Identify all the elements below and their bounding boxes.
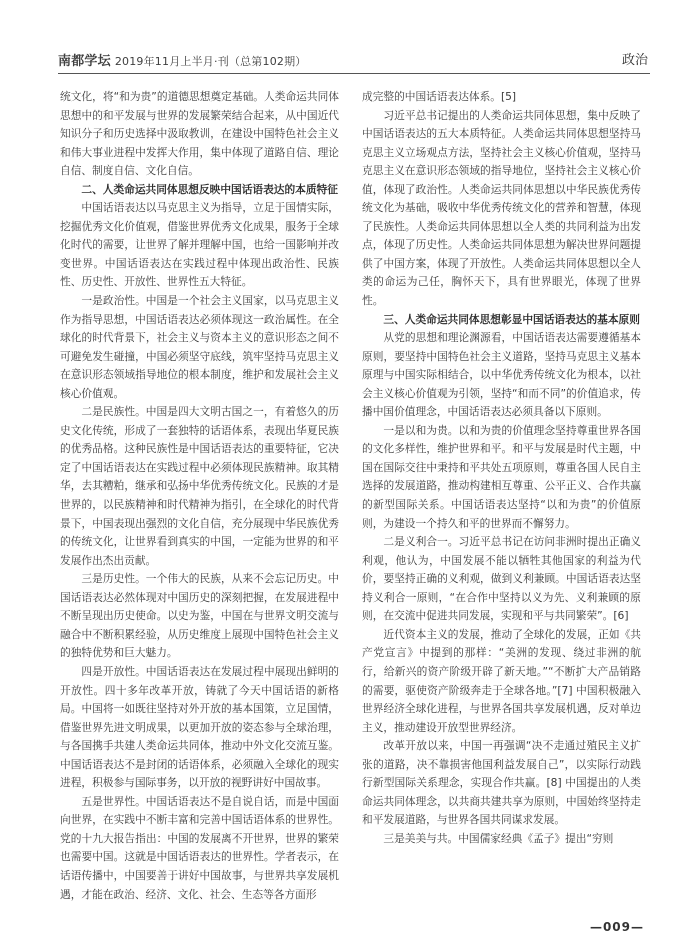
left-column	[60, 88, 339, 904]
right-column	[362, 88, 641, 848]
paragraph: 成完整的中国话语表达体系。[5]	[362, 90, 517, 103]
paragraph: 中国话语表达以马克思主义为指导，立足于国情实际，挖掘优秀文化价值观，借鉴世界优秀文化成果，服务于全球化时代的需要，让世界了解并理解中国，也给一国影响并改变世界。中国话语表达在实践过程中体现出政治性、民族性、历史性、开放性、世界性五大特征。	[60, 201, 339, 289]
paragraph: 四是开放性。中国话语表达在发展过程中展现出鲜明的开放性。四十多年改革开放，铸就了今天中国话语的新格局。中国将一如既往坚持对外开放的基本国策，立足国情，借鉴世界先进文明成果，以更加开放的姿态参与全球治理，与各国携手共建人类命运共同体，推动中外文化交流互鉴。中国话语表达不是封闭的话语体系，必须融入全球化的现实进程，积极参与国际事务，以开放的视野讲好中国故事。	[60, 664, 339, 790]
section-heading: 二、人类命运共同体思想反映中国话语表达的本质特征	[81, 182, 338, 196]
paragraph: 改革开放以来，中国一再强调“决不走通过殖民主义扩张的道路，决不靠损害他国利益发展自己”，以实际行动践行新型国际关系理念，实现合作共赢。[8] 中国提出的人类命运共同体理念，以共商共建共享为原则，中国始终坚持走和平发展道路，与世界各国共同谋求发展。	[362, 739, 641, 827]
journal-name: 南都学坛	[58, 54, 111, 69]
section-label: 政治	[621, 53, 648, 68]
paragraph: 三是历史性。一个伟大的民族，从来不会忘记历史。中国话语表达必然体现对中国历史的深刻把握，在发展进程中不断呈现出历史使命。以史为鉴，中国在与世界文明交流与融合中不断积累经验，从历史维度上展现中国特色社会主义的独特优势和巨大魅力。	[60, 572, 339, 660]
page-number: —009—	[589, 920, 644, 934]
paragraph: 近代资本主义的发展，推动了全球化的发展，正如《共产党宣言》中提到的那样：“美洲的发现、绕过非洲的航行，给新兴的资产阶级开辟了新天地。”“不断扩大产品销路的需要，驱使资产阶级奔走于全球各地。”[7] 中国积极融入世界经济全球化进程，与世界各国共享发展机遇，反对单边主义，推动建设开放型世界经济。	[362, 627, 641, 734]
paragraph: 从党的思想和理论渊源看，中国话语表达需要遵循基本原则，要坚持中国特色社会主义道路，坚持马克思主义基本原理与中国实际相结合，以中华优秀传统文化为根本，以社会主义核心价值观为引领，坚持“和而不同”的价值追求，传播中国价值理念，中国话语表达必须具备以下原则。	[362, 331, 641, 419]
paragraph: 统文化，将“和为贵”的道德思想奠定基础。人类命运共同体思想中的和平发展与世界的发展繁荣结合起来，从中国近代知识分子和历史选择中汲取教训，在建设中国特色社会主义和伟大事业进程中发挥大作用，集中体现了道路自信、理论自信、制度自信、文化自信。	[60, 90, 339, 178]
paragraph: 二是义利合一。习近平总书记在访问非洲时提出正确义利观，他认为，中国发展不能以牺牲其他国家的利益为代价，要坚持正确的义利观，做到义利兼顾。中国话语表达坚持义利合一原则，“在合作中坚持以义为先、义利兼顾的原则，在交流中促进共同发展，实现和平与共同繁荣”。[6]	[362, 535, 641, 623]
paragraph: 二是民族性。中国是四大文明古国之一，有着悠久的历史文化传统，形成了一套独特的话语体系，表现出华夏民族的优秀品格。这种民族性是中国话语表达的重要特征，它决定了中国话语表达在实践过程中必须体现民族精神。取其精华，去其糟粕，继承和弘扬中华优秀传统文化。民族的才是世界的，以民族精神和时代精神为指引，在全球化的时代背景下，中国表现出强烈的文化自信，充分展现中华民族优秀的传统文化，让世界看到真实的中国，一定能为世界的和平发展作出杰出贡献。	[60, 405, 339, 567]
section-heading: 三、人类命运共同体思想彰显中国话语表达的基本原则	[383, 312, 640, 326]
paragraph: 三是美美与共。中国儒家经典《孟子》提出“穷则	[383, 831, 614, 845]
issue-info: 2019年11月上半月·刊（总第102期）	[114, 55, 307, 68]
paragraph: 习近平总书记提出的人类命运共同体思想，集中反映了中国话语表达的五大本质特征。人类命运共同体思想坚持马克思主义立场观点方法，坚持社会主义核心价值观，坚持马克思主义在意识形态领域的指导地位，坚持社会主义核心价值，体现了政治性。人类命运共同体思想以中华民族优秀传统文化为基础，吸收中华优秀传统文化的营养和智慧，体现了民族性。人类命运共同体思想以全人类的共同利益为出发点，体现了历史性。人类命运共同体思想为解决世界问题提供了中国方案，体现了开放性。人类命运共同体思想以全人类的命运为己任，胸怀天下，具有世界眼光，体现了世界性。	[362, 108, 641, 308]
header-rule	[58, 73, 650, 74]
journal-masthead	[58, 50, 307, 69]
page-header	[58, 48, 650, 70]
paragraph: 五是世界性。中国话语表达不是自说自话，而是中国面向世界，在实践中不断丰富和完善中国话语体系的世界性。党的十九大报告指出：中国的发展离不开世界，世界的繁荣也需要中国。这就是中国话语表达的世界性。学者表示，在话语传播中，中国要善于讲好中国故事，与世界共享发展机遇，才能在政治、经济、文化、社会、生态等各方面形	[60, 794, 339, 901]
paragraph: 一是以和为贵。以和为贵的价值理念坚持尊重世界各国的文化多样性，维护世界和平。和平与发展是时代主题，中国在国际交往中秉持和平共处五项原则，尊重各国人民自主选择的发展道路，推动构建相互尊重、公平正义、合作共赢的新型国际关系。中国话语表达坚持“以和为贵”的价值原则，为建设一个持久和平的世界而不懈努力。	[362, 423, 641, 530]
paragraph: 一是政治性。中国是一个社会主义国家，以马克思主义作为指导思想，中国话语表达必须体现这一政治属性。在全球化的时代背景下，社会主义与资本主义的意识形态之间不可避免发生碰撞，中国必须坚守底线，筑牢坚持马克思主义在意识形态领域指导地位的根本制度，维护和发展社会主义核心价值观。	[60, 294, 339, 400]
